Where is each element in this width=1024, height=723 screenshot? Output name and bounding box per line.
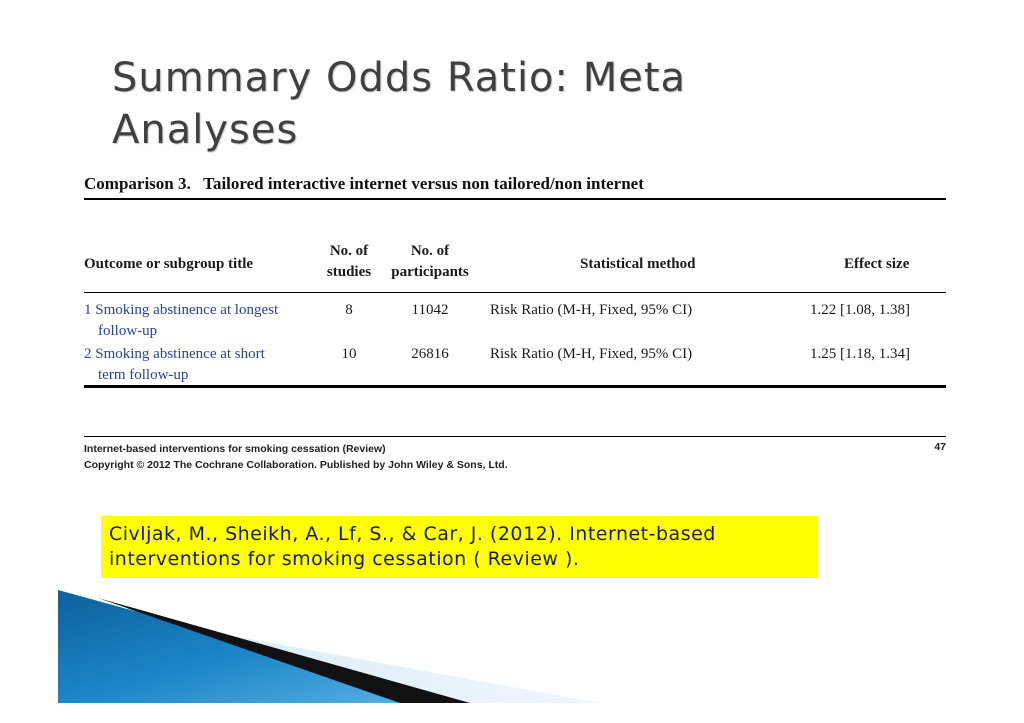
comparison-heading: Comparison 3. Tailored interactive internet versus non tailored/non internet [84, 174, 644, 193]
row2-method: Risk Ratio (M-H, Fixed, 95% CI) [490, 346, 693, 362]
table-header-rule [84, 292, 946, 293]
header-studies [318, 241, 380, 283]
row2-outcome-line2: term follow-up [98, 367, 189, 383]
header-participants-line1: No. of [410, 243, 450, 259]
header-participants-line2: participants [391, 264, 469, 280]
row2-outcome-line1: 2 Smoking abstinence at short [84, 346, 265, 362]
row2-outcome-link[interactable] [84, 344, 314, 386]
header-outcome: Outcome or subgroup title [84, 256, 254, 272]
header-effect: Effect size [844, 256, 910, 272]
header-method: Statistical method [580, 256, 696, 272]
footer-line1: Internet-based interventions for smoking cessation (Review) [84, 443, 386, 455]
header-studies-line2: studies [326, 264, 372, 280]
row1-outcome-line2: follow-up [98, 323, 158, 339]
row1-outcome-line1: 1 Smoking abstinence at longest [84, 302, 279, 318]
row1-effect: 1.22 [1.08, 1.38] [810, 302, 910, 318]
row1-participants: 11042 [411, 302, 449, 318]
table-top-rule [84, 198, 946, 200]
document-footer [84, 441, 946, 473]
slide-title: Summary Odds Ratio: Meta Analyses [112, 55, 687, 153]
decorative-wedge [0, 590, 620, 723]
header-studies-line1: No. of [329, 243, 369, 259]
row1-studies: 8 [345, 302, 353, 318]
footer-rule [84, 436, 946, 437]
row2-participants: 26816 [411, 346, 449, 362]
row1-outcome-link[interactable] [84, 300, 314, 342]
table-bottom-rule [84, 385, 946, 388]
row2-studies: 10 [341, 346, 357, 362]
page-number: 47 [934, 441, 946, 453]
row2-effect: 1.25 [1.18, 1.34] [810, 346, 910, 362]
row1-method: Risk Ratio (M-H, Fixed, 95% CI) [490, 302, 693, 318]
header-participants [384, 241, 476, 283]
citation-box: Civljak, M., Sheikh, A., Lf, S., & Car, J. (2012). Internet-based interventions for smoking cessation ( Review ). [101, 516, 817, 578]
footer-line2: Copyright © 2012 The Cochrane Collaboration. Published by John Wiley & Sons, Ltd. [84, 459, 508, 471]
